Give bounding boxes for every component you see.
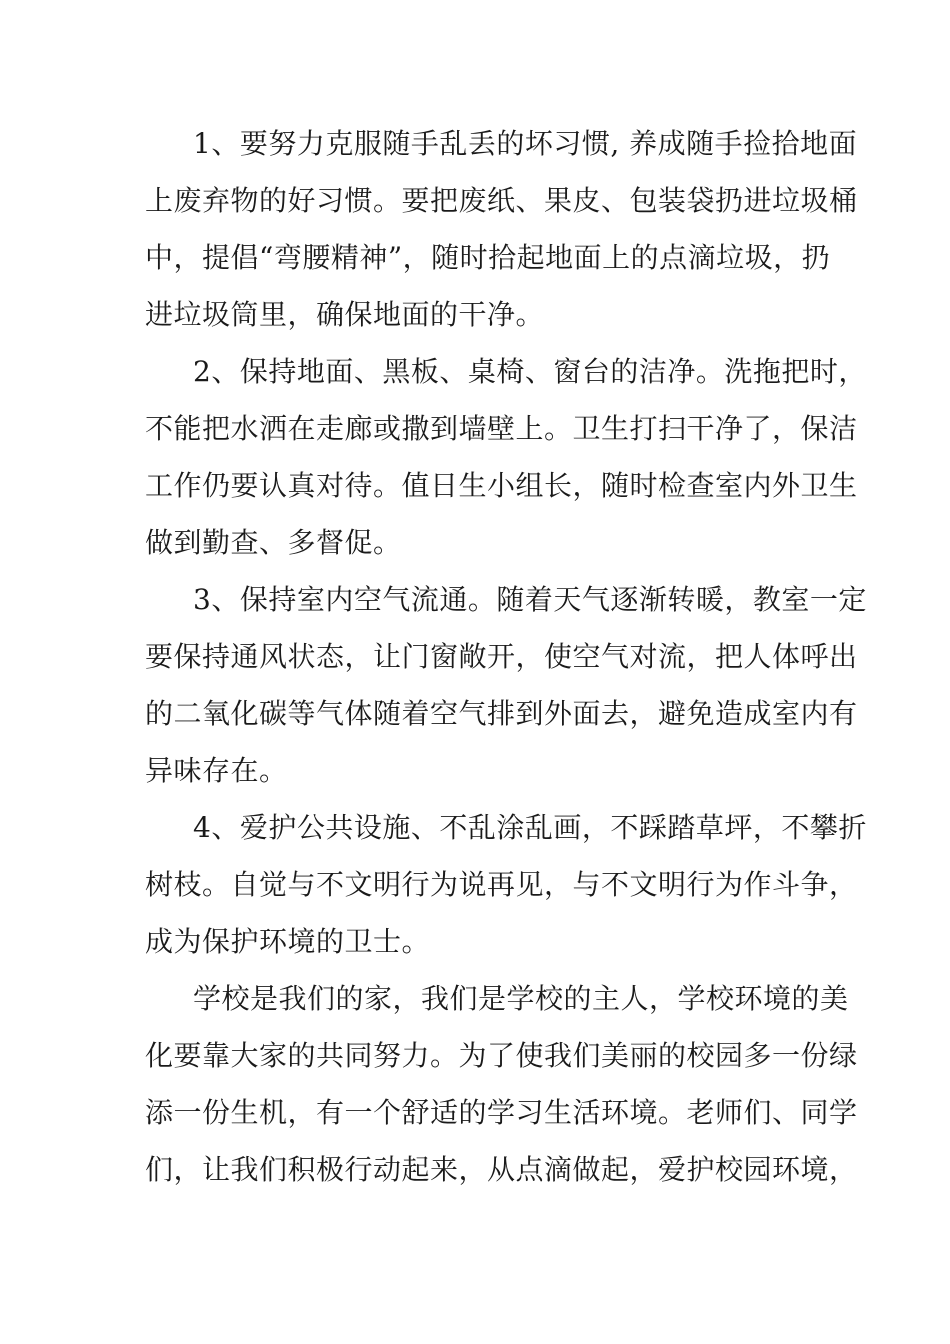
text-line: 2、保持地面、黑板、桌椅、窗台的洁净。洗拖把时， xyxy=(193,355,867,388)
text-line: 的二氧化碳等气体随着空气排到外面去，避免造成室内有 xyxy=(145,697,858,730)
text-line: 们，让我们积极行动起来，从点滴做起，爱护校园环境， xyxy=(145,1153,858,1186)
text-line: 1、要努力克服随手乱丢的坏习惯, 养成随手捡拾地面 xyxy=(193,127,858,160)
text-line: 树枝。自觉与不文明行为说再见，与不文明行为作斗争， xyxy=(145,868,858,901)
text-line: 异味存在。 xyxy=(145,754,288,787)
text-line: 工作仍要认真对待。值日生小组长，随时检查室内外卫生 xyxy=(145,469,858,502)
text-line: 化要靠大家的共同努力。为了使我们美丽的校园多一份绿 xyxy=(145,1039,858,1072)
text-line: 成为保护环境的卫士。 xyxy=(145,925,431,958)
text-line: 要保持通风状态，让门窗敞开，使空气对流，把人体呼出 xyxy=(145,640,858,673)
text-line: 做到勤查、多督促。 xyxy=(145,526,402,559)
text-line: 中，提倡“弯腰精神”，随时拾起地面上的点滴垃圾，扔 xyxy=(145,241,831,274)
text-line: 进垃圾筒里，确保地面的干净。 xyxy=(145,298,545,331)
text-line: 4、爱护公共设施、不乱涂乱画，不踩踏草坪，不攀折 xyxy=(193,811,867,844)
text-line: 上废弃物的好习惯。要把废纸、果皮、包装袋扔进垃圾桶 xyxy=(145,184,858,217)
text-line: 不能把水洒在走廊或撒到墙壁上。卫生打扫干净了，保洁 xyxy=(145,412,858,445)
text-line: 学校是我们的家，我们是学校的主人，学校环境的美 xyxy=(193,982,849,1015)
text-line: 添一份生机，有一个舒适的学习生活环境。老师们、同学 xyxy=(145,1096,858,1129)
text-line: 3、保持室内空气流通。随着天气逐渐转暖，教室一定 xyxy=(193,583,867,616)
